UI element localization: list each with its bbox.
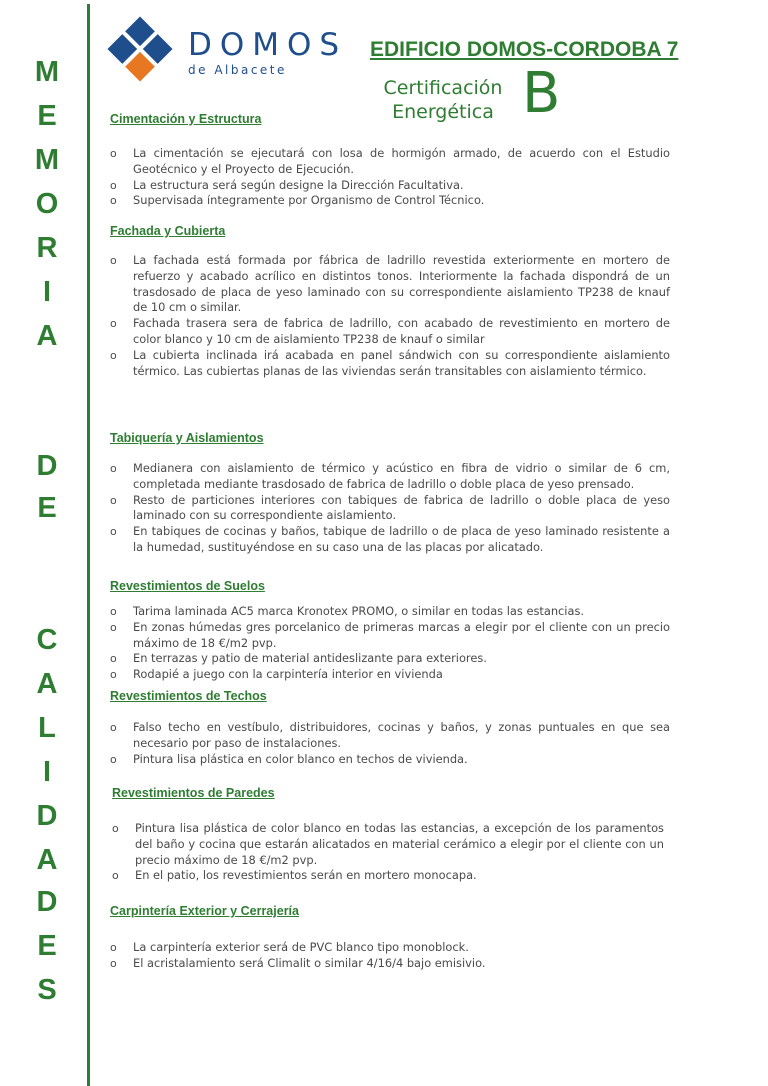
side-title-letter: A — [36, 668, 58, 700]
list-item — [110, 956, 670, 972]
bullet-marker: o — [110, 752, 117, 766]
bullet-marker: o — [110, 668, 117, 682]
list-item — [110, 604, 670, 620]
list-item-text: En el patio, los revestimientos serán en mortero monocapa. — [135, 868, 477, 883]
side-title-letter: D — [36, 886, 58, 918]
section-heading: Cimentación y Estructura — [110, 112, 262, 126]
list-item-text: Supervisada íntegramente por Organismo de Control Técnico. — [133, 193, 485, 208]
section-list — [110, 720, 670, 767]
side-title-letter: L — [38, 712, 56, 744]
list-item — [110, 461, 670, 493]
side-title-letter: A — [36, 320, 58, 352]
list-item — [110, 620, 670, 652]
side-title-letter: D — [36, 450, 58, 482]
list-item-text: Rodapié a juego con la carpintería interior en vivienda — [133, 667, 443, 682]
list-item-text: Fachada trasera sera de fabrica de ladrillo, con acabado de revestimiento en mortero de color blanco y 10 cm de aislamiento TP238 de knauf o similar — [133, 316, 670, 346]
vertical-divider — [87, 4, 90, 1086]
bullet-marker: o — [110, 525, 117, 539]
bullet-marker: o — [110, 317, 117, 331]
list-item-text: La cimentación se ejecutará con losa de hormigón armado, de acuerdo con el Estudio Geotécnico y el Proyecto de Ejecución. — [133, 146, 670, 176]
list-item-text: Tarima laminada AC5 marca Kronotex PROMO, o similar en todas las estancias. — [133, 604, 585, 618]
side-title-letter: C — [36, 624, 58, 656]
list-item — [110, 651, 670, 667]
section-heading: Revestimientos de Suelos — [110, 579, 265, 593]
section-list — [110, 940, 670, 972]
bullet-marker: o — [110, 605, 117, 618]
side-title-letter: E — [37, 100, 57, 132]
list-item — [110, 193, 670, 209]
energy-grade: B — [522, 61, 561, 126]
bullet-marker: o — [110, 194, 117, 208]
side-title-letter: I — [42, 756, 52, 788]
bullet-marker: o — [110, 178, 117, 192]
list-item-text: En terrazas y patio de material antideslizante para exteriores. — [133, 651, 487, 666]
logo-subtitle: de Albacete — [188, 63, 287, 77]
bullet-marker: o — [112, 822, 119, 835]
section-heading: Tabiquería y Aislamientos — [110, 431, 264, 445]
bullet-marker: o — [110, 652, 117, 666]
section-list — [110, 604, 670, 683]
list-item-text: La estructura será según designe la Dirección Facultativa. — [133, 177, 464, 192]
list-item — [110, 524, 670, 556]
list-item — [110, 493, 670, 525]
bullet-marker: o — [110, 941, 117, 954]
list-item — [112, 821, 664, 868]
list-item — [110, 316, 670, 348]
bullet-marker: o — [110, 462, 117, 475]
list-item — [110, 146, 670, 178]
list-item — [110, 253, 670, 316]
bullet-marker: o — [110, 254, 117, 267]
list-item-text: En tabiques de cocinas y baños, tabique de ladrillo o de placa de yeso laminado resistente a la humedad, sustituyéndose en su caso una de las placas por alicatado. — [133, 524, 670, 554]
bullet-marker: o — [110, 956, 117, 970]
list-item — [112, 868, 664, 884]
section-list — [110, 253, 670, 379]
side-title-letter: E — [37, 492, 57, 524]
list-item-text: Pintura lisa plástica en color blanco en techos de vivienda. — [133, 751, 468, 766]
section-heading: Revestimientos de Techos — [110, 689, 267, 703]
list-item — [110, 720, 670, 752]
list-item-text: El acristalamiento será Climalit o similar 4/16/4 bajo emisivio. — [133, 955, 486, 970]
cert-line-2: Energética — [392, 100, 494, 123]
section-list — [110, 461, 670, 556]
bullet-marker: o — [110, 348, 117, 362]
bullet-marker: o — [110, 620, 117, 634]
list-item — [110, 667, 670, 683]
building-title: EDIFICIO DOMOS-CORDOBA 7 — [370, 38, 679, 61]
bullet-marker: o — [110, 721, 117, 734]
list-item-text: Resto de particiones interiores con tabiques de fabrica de ladrillo o doble placa de yeso laminado con su correspondiente aislamiento. — [133, 492, 670, 523]
list-item — [110, 940, 670, 956]
list-item-text: La fachada está formada por fábrica de ladrillo revestida exteriormente en mortero de refuerzo y acabado acrílico en distintos tonos. Interiormente la fachada dispondrá de un trasdosado de placa de yeso laminado con su correspondiente aislamiento TP238 de knauf de 10 cm o similar. — [133, 253, 670, 315]
section-heading: Fachada y Cubierta — [110, 224, 226, 238]
bullet-marker: o — [110, 493, 117, 507]
side-title-letter: I — [42, 276, 52, 308]
list-item — [110, 752, 670, 768]
energy-certification-label — [370, 77, 516, 125]
list-item-text: La carpintería exterior será de PVC blanco tipo monoblock. — [133, 940, 469, 954]
section-list — [110, 146, 670, 209]
side-title-letter: D — [36, 800, 58, 832]
list-item-text: En zonas húmedas gres porcelanico de primeras marcas a elegir por el cliente con un precio máximo de 18 €/m2 pvp. — [133, 619, 670, 650]
logo-wordmark: DOMOS — [188, 27, 348, 63]
list-item — [110, 178, 670, 194]
side-title-letter: M — [34, 144, 60, 176]
side-title-letter: A — [36, 844, 58, 876]
list-item-text: La cubierta inclinada irá acabada en panel sándwich con su correspondiente aislamiento térmico. Las cubiertas planas de las viviendas serán transitables con aislamiento térmico. — [133, 347, 670, 378]
side-title-letter: M — [34, 56, 60, 88]
list-item — [110, 348, 670, 380]
bullet-marker: o — [112, 869, 119, 883]
side-title-letter: E — [37, 930, 57, 962]
bullet-marker: o — [110, 147, 117, 160]
section-list — [112, 821, 664, 884]
section-heading: Carpintería Exterior y Cerrajería — [110, 904, 299, 918]
list-item-text: Medianera con aislamiento de térmico y acústico en fibra de vidrio o similar de 6 cm, completada mediante trasdosado de fabrica de ladrillo o doble placa de yeso prensado. — [133, 461, 670, 491]
domos-logo — [0, 0, 360, 90]
side-title-letter: S — [37, 974, 57, 1006]
list-item-text: Pintura lisa plástica de color blanco en todas las estancias, a excepción de los paramentos del baño y cocina que estarán alicatados en material cerámico a elegir por el cliente con un precio máximo de 18 €/m2 pvp. — [135, 821, 664, 867]
cert-line-1: Certificación — [383, 77, 503, 99]
side-title-letter: O — [35, 188, 59, 220]
list-item-text: Falso techo en vestíbulo, distribuidores, cocinas y baños, y zonas puntuales en que sea necesario por paso de instalaciones. — [133, 720, 670, 750]
side-title-letter: R — [36, 232, 58, 264]
section-heading: Revestimientos de Paredes — [112, 786, 275, 800]
